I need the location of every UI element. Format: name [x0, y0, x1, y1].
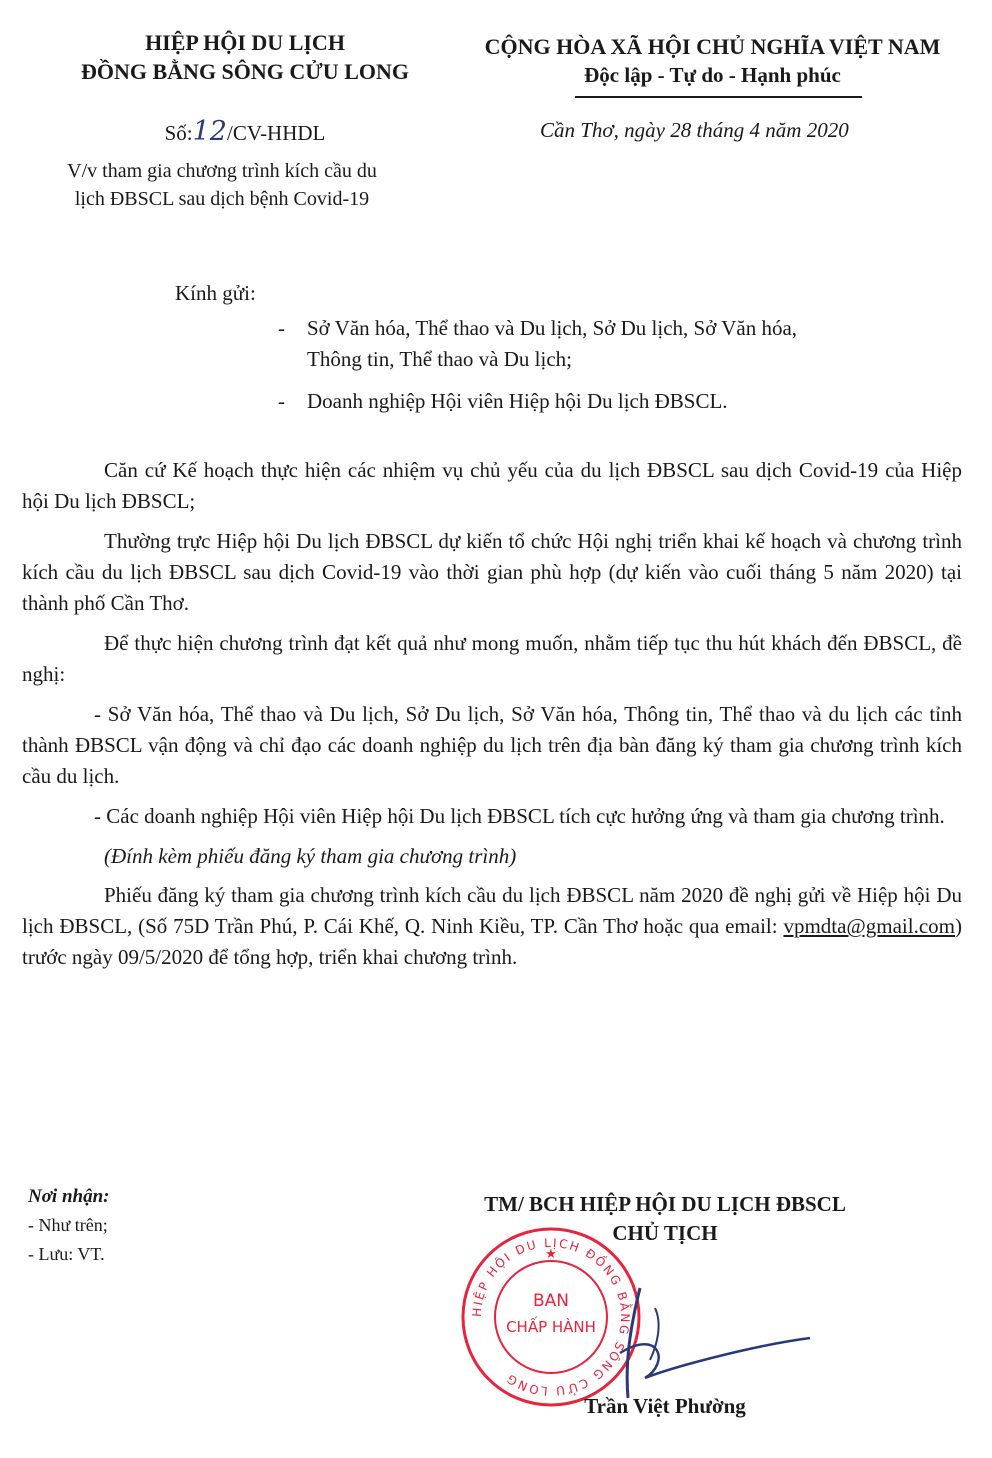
stamp-star-top: ★	[545, 1247, 557, 1262]
noi-nhan-item: - Lưu: VT.	[28, 1244, 105, 1264]
body-paragraph-basis: Căn cứ Kế hoạch thực hiện các nhiệm vụ chủ yếu của du lịch ĐBSCL sau dịch Covid-19 của Hiệp hội Du lịch ĐBSCL;	[22, 458, 962, 513]
attachment-note: (Đính kèm phiếu đăng ký tham gia chương trình)	[104, 844, 517, 868]
signature-stroke	[627, 1288, 640, 1398]
body-paragraph-request: Để thực hiện chương trình đạt kết quả như mong muốn, nhằm tiếp tục thu hút khách đến ĐBSCL, đề nghị:	[22, 631, 962, 686]
stamp-center-line2: CHẤP HÀNH	[506, 1318, 596, 1336]
recipients-greeting: Kính gửi:	[175, 281, 256, 305]
recipient-dash: -	[278, 316, 285, 340]
header-national	[440, 32, 985, 90]
body-paragraph-request-departments: - Sở Văn hóa, Thể thao và Du lịch, Sở Du lịch, Sở Văn hóa, Thông tin, Thể thao và du lịch các tỉnh thành ĐBSCL vận động và chỉ đạo các doanh nghiệp du lịch trên địa bàn đăng ký tham gia chương trình kích cầu du lịch.	[22, 702, 962, 788]
letter-body	[22, 455, 962, 982]
header-organization	[60, 28, 430, 86]
body-paragraph-plan: Thường trực Hiệp hội Du lịch ĐBSCL dự kiến tổ chức Hội nghị triển khai kế hoạch và chương trình kích cầu du lịch ĐBSCL sau dịch Covid-19 vào thời gian phù hợp (dự kiến vào cuối tháng 5 năm 2020) tại thành phố Cần Thơ.	[22, 529, 962, 615]
subject	[22, 157, 422, 213]
subject-line2: lịch ĐBSCL sau dịch bệnh Covid-19	[74, 188, 370, 210]
recipient-dash: -	[278, 389, 285, 413]
org-name-line1: HIỆP HỘI DU LỊCH	[145, 30, 345, 55]
recipient-item-line1: Sở Văn hóa, Thể thao và Du lịch, Sở Du lịch, Sở Văn hóa,	[307, 316, 798, 340]
signature-org: TM/ BCH HIỆP HỘI DU LỊCH ĐBSCL	[484, 1192, 846, 1216]
subject-line1: V/v tham gia chương trình kích cầu du	[67, 160, 377, 182]
noi-nhan-item: - Như trên;	[28, 1215, 108, 1235]
doc-number-suffix: /CV-HHDL	[226, 121, 326, 145]
body-paragraph-request-members: - Các doanh nghiệp Hội viên Hiệp hội Du lịch ĐBSCL tích cực hưởng ứng và tham gia chương trình.	[94, 804, 945, 828]
email-link[interactable]: vpmdta@gmail.com	[783, 914, 955, 938]
stamp-inner-ring	[495, 1261, 607, 1373]
stamp-center-line1: BAN	[532, 1291, 570, 1311]
signature-position: CHỦ TỊCH	[612, 1221, 718, 1245]
doc-number-prefix: Số:	[164, 121, 193, 145]
noi-nhan-block	[28, 1182, 109, 1269]
stamp-ring-textpath: HIỆP HỘI DU LỊCH ĐỒNG BẰNG SÔNG CỬU LONG	[469, 1235, 633, 1399]
doc-number-handwritten: 12	[192, 116, 227, 147]
place-and-date: Cần Thơ, ngày 28 tháng 4 năm 2020	[540, 118, 849, 142]
motto-underline	[575, 96, 862, 98]
recipient-item	[307, 313, 797, 375]
noi-nhan-title: Nơi nhận:	[28, 1186, 110, 1207]
recipient-item-line1: Doanh nghiệp Hội viên Hiệp hội Du lịch ĐBSCL.	[307, 389, 728, 413]
registration-text-after: ) trước ngày 09/5/2020 để tổng hợp, triển khai chương trình.	[22, 914, 962, 969]
national-title: CỘNG HÒA XÃ HỘI CHỦ NGHĨA VIỆT NAM	[484, 34, 941, 59]
recipient-item	[307, 386, 728, 417]
recipient-item-line2: Thông tin, Thể thao và Du lịch;	[307, 347, 572, 371]
national-motto: Độc lập - Tự do - Hạnh phúc	[584, 63, 841, 87]
signer-name: Trần Việt Phường	[584, 1394, 746, 1418]
body-paragraph-registration	[22, 880, 962, 973]
org-name-line2: ĐỒNG BẰNG SÔNG CỬU LONG	[81, 59, 409, 84]
signature-stroke	[620, 1338, 810, 1378]
registration-text-before: Phiếu đăng ký tham gia chương trình kích cầu du lịch ĐBSCL năm 2020 đề nghị gửi về Hiệp hội Du lịch ĐBSCL, (Số 75D Trần Phú, P. Cái Khế, Q. Ninh Kiều, TP. Cần Thơ hoặc qua email:	[22, 883, 962, 938]
document-number	[60, 116, 430, 147]
